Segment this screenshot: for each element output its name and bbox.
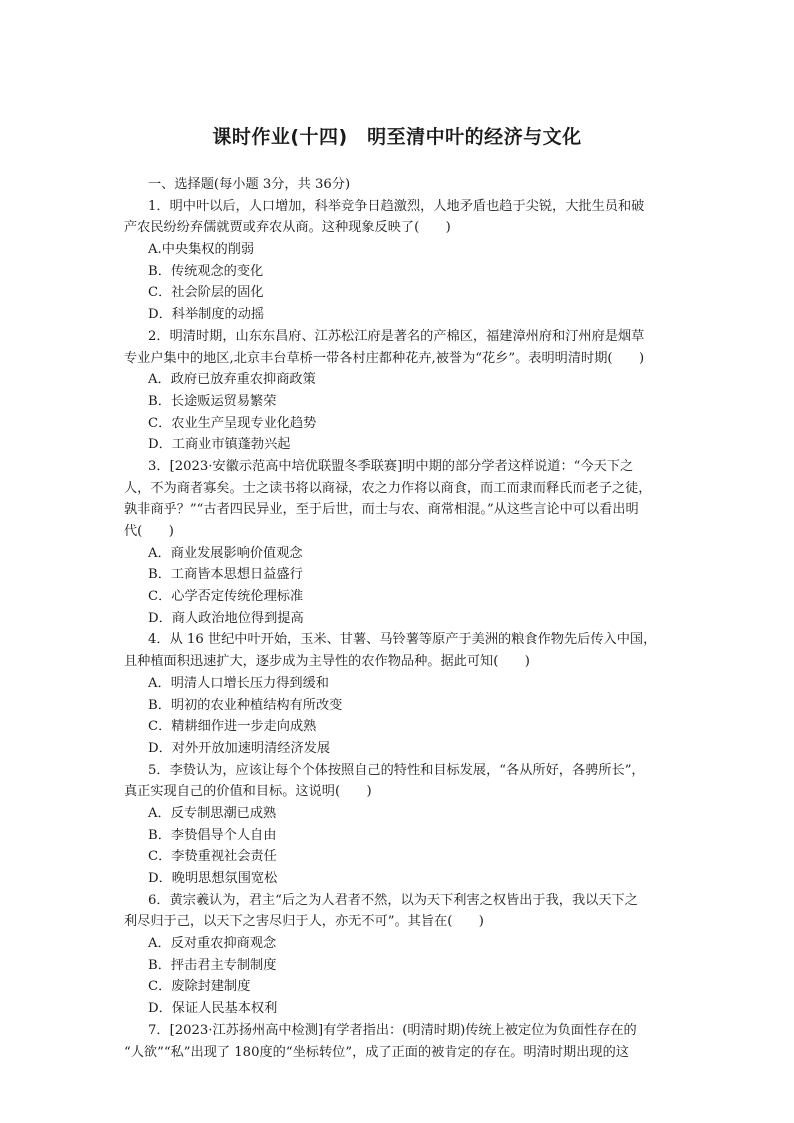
answer-option: A.中央集权的削弱 xyxy=(148,242,255,258)
question-stem-continued: 孰非商乎？”“古者四民异业，至于后世，而士与农、商常相混。”从这些言论中可以看出明 xyxy=(124,502,639,518)
question-stem: 6．黄宗羲认为，君主“后之为人君者不然，以为天下利害之权皆出于我，我以天下之 xyxy=(148,892,638,908)
question-stem: 7．[2023·江苏扬州高中检测]有学者指出：(明清时期)传统上被定位为负面性存在的 xyxy=(148,1022,637,1038)
answer-option: C．社会阶层的固化 xyxy=(148,285,264,301)
question-stem-continued: 利尽归于己，以天下之害尽归于人，亦无不可”。其旨在( ) xyxy=(124,914,484,930)
answer-option: A．商业发展影响价值观念 xyxy=(148,545,303,561)
answer-option: D．商人政治地位得到提高 xyxy=(148,610,304,626)
answer-option: D．晚明思想氛围宽松 xyxy=(148,871,278,886)
answer-option: D．保证人民基本权利 xyxy=(148,1001,278,1017)
answer-option: B．李贽倡导个人自由 xyxy=(148,827,277,843)
answer-option: D．科举制度的动摇 xyxy=(148,307,265,323)
answer-option: B．工商皆本思想日益盛行 xyxy=(148,567,303,583)
question-stem-continued: 且种植面积迅速扩大，逐步成为主导性的农作物品种。据此可知( ) xyxy=(124,654,530,670)
answer-option: D．对外开放加速明清经济发展 xyxy=(148,740,331,756)
question-stem: 4．从 16 世纪中叶开始，玉米、甘薯、马铃薯等原产于美洲的粮食作物先后传入中国， xyxy=(148,632,657,648)
answer-option: D．工商业市镇蓬勃兴起 xyxy=(148,437,291,453)
answer-option: C．农业生产呈现专业化趋势 xyxy=(148,415,317,431)
question-stem-continued: 专业户集中的地区,北京丰台草桥一带各村庄都种花卉,被誉为“花乡”。表明明清时期( ) xyxy=(124,350,645,366)
answer-option: A．明清人口增长压力得到缓和 xyxy=(148,675,329,691)
question-stem-continued: 代( ) xyxy=(124,524,174,539)
answer-option: B．长途贩运贸易繁荣 xyxy=(148,393,277,409)
question-stem-continued: 真正实现自己的价值和目标。这说明( ) xyxy=(124,784,372,800)
section-heading: 一、选择题(每小题 3分，共 36分) xyxy=(148,177,351,192)
answer-option: A．反对重农抑商观念 xyxy=(148,936,277,952)
answer-option: B．抨击君主专制制度 xyxy=(148,957,277,973)
answer-option: C．李贽重视社会责任 xyxy=(148,849,277,865)
answer-option: B．明初的农业种植结构有所改变 xyxy=(148,697,343,713)
answer-option: B．传统观念的变化 xyxy=(148,263,264,279)
question-stem-continued: 产农民纷纷弃儒就贾或弃农从商。这种现象反映了( ) xyxy=(124,220,451,236)
answer-option: A．政府已放弃重农抑商政策 xyxy=(148,372,316,388)
question-stem-continued: “人欲”“私”出现了 180度的“坐标转位”，成了正面的被肯定的存在。明清时期出现的这 xyxy=(124,1044,629,1060)
question-list xyxy=(124,174,684,1063)
page-title: 课时作业(十四) 明至清中叶的经济与文化 xyxy=(212,126,582,148)
question-stem-continued: 人，不为商者寡矣。士之读书将以商禄，农之力作将以商食，而工而隶而释氏而老子之徒， xyxy=(124,480,652,496)
answer-option: C．心学否定传统伦理标准 xyxy=(148,589,304,605)
question-stem: 5．李贽认为，应该让每个个体按照自己的特性和目标发展，“各从所好，各骋所长”， xyxy=(148,762,645,778)
question-stem: 3．[2023·安徽示范高中培优联盟冬季联赛]明中期的部分学者这样说道：“今天下之 xyxy=(148,458,634,474)
answer-option: C．精耕细作进一步走向成熟 xyxy=(148,719,317,735)
answer-option: A．反专制思潮已成熟 xyxy=(148,805,277,821)
answer-option: C．废除封建制度 xyxy=(148,979,251,995)
question-stem: 1．明中叶以后，人口增加，科举竞争日趋激烈，人地矛盾也趋于尖锐，大批生员和破 xyxy=(148,198,645,214)
question-stem: 2．明清时期，山东东昌府、江苏松江府是著名的产棉区，福建漳州府和汀州府是烟草 xyxy=(148,328,645,344)
